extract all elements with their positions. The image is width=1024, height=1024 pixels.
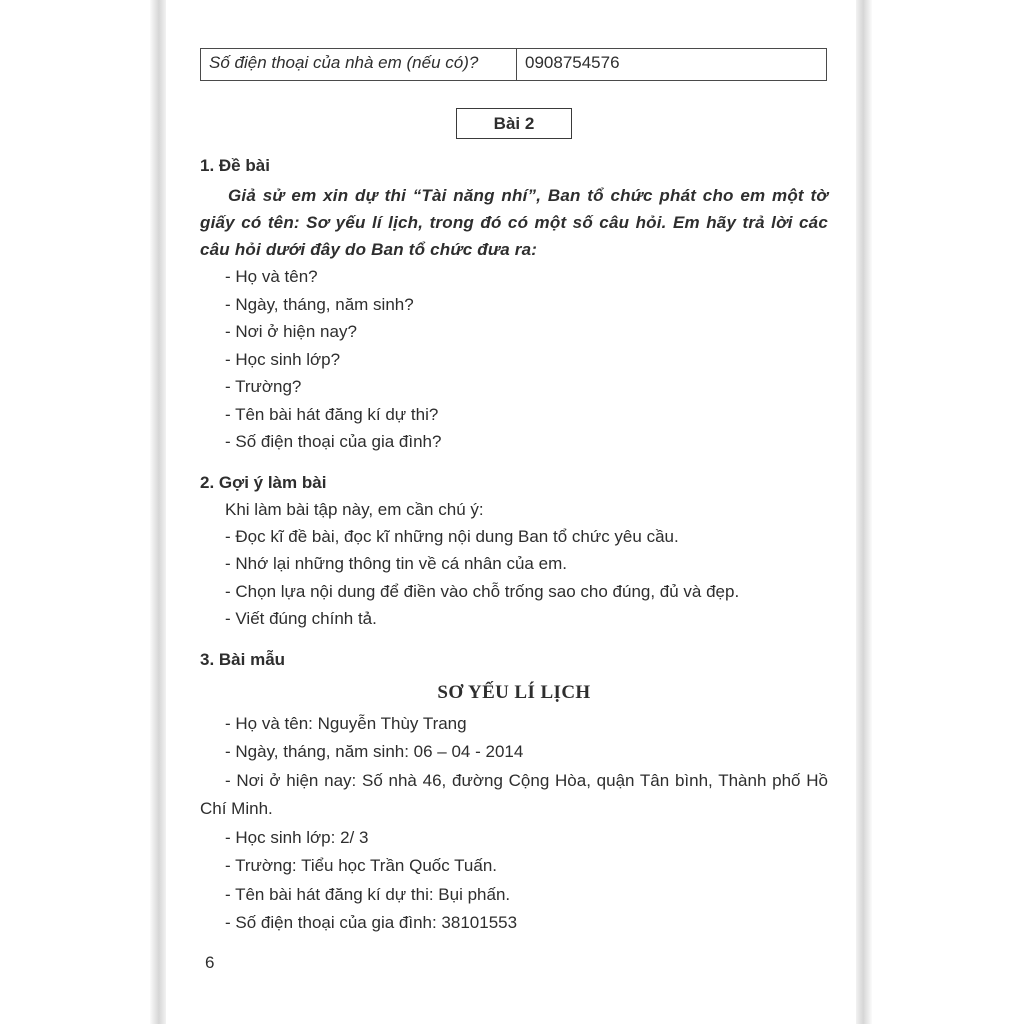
list-item: - Học sinh lớp: 2/ 3 (225, 827, 369, 847)
phone-number-table (200, 48, 827, 81)
list-item: - Họ và tên? (225, 267, 318, 286)
scan-edge-right (856, 0, 872, 1024)
list-item: - Nơi ở hiện nay: Số nhà 46, đường Cộng Hòa, quận Tân bình, Thành phố Hồ Chí Minh. (200, 770, 828, 818)
list-item: - Chọn lựa nội dung để điền vào chỗ trống sao cho đúng, đủ và đẹp. (225, 581, 740, 601)
tip-list (200, 523, 828, 633)
lesson-title: Bài 2 (493, 114, 535, 133)
list-item: - Số điện thoại của gia đình: 38101553 (225, 913, 518, 932)
list-item: - Ngày, tháng, năm sinh? (225, 294, 414, 314)
list-item: - Tên bài hát đăng kí dự thi? (225, 404, 439, 424)
list-item: - Họ và tên: Nguyễn Thùy Trang (225, 713, 467, 733)
section2-heading: 2. Gợi ý làm bài (200, 472, 327, 492)
list-item: - Tên bài hát đăng kí dự thi: Bụi phấn. (225, 884, 511, 904)
page-content (200, 0, 828, 938)
list-item: - Số điện thoại của gia đình? (225, 432, 442, 451)
question-list (200, 263, 828, 456)
scan-edge-left (150, 0, 166, 1024)
lesson-title-box (456, 108, 572, 139)
section1-heading: 1. Đề bài (200, 156, 270, 175)
list-item: - Nhớ lại những thông tin về cá nhân của em. (225, 554, 567, 573)
list-item: - Viết đúng chính tả. (225, 609, 377, 628)
section2-note: Khi làm bài tập này, em cần chú ý: (225, 499, 484, 519)
list-item: - Ngày, tháng, năm sinh: 06 – 04 - 2014 (225, 742, 524, 761)
list-item: - Trường? (225, 377, 302, 396)
list-item: - Đọc kĩ đề bài, đọc kĩ những nội dung Ban tổ chức yêu cầu. (225, 526, 679, 546)
table-row (201, 49, 827, 81)
section1-intro: Giả sử em xin dự thi “Tài năng nhí”, Ban tổ chức phát cho em một tờ giấy có tên: Sơ yếu lí lịch, trong đó có một số câu hỏi. Em hãy trả lời các câu hỏi dưới đây do Ban tổ chức đưa ra: (200, 186, 828, 259)
list-item: - Nơi ở hiện nay? (225, 322, 357, 341)
page-number: 6 (205, 953, 215, 972)
cv-form-title: SƠ YẾU LÍ LỊCH (437, 681, 591, 703)
cv-entry-list (200, 710, 828, 938)
list-item: - Trường: Tiểu học Trần Quốc Tuấn. (225, 856, 497, 875)
table-cell-question: Số điện thoại của nhà em (nếu có)? (201, 49, 517, 81)
list-item: - Học sinh lớp? (225, 349, 341, 369)
section3-heading: 3. Bài mẫu (200, 649, 286, 669)
table-cell-answer: 0908754576 (517, 49, 827, 81)
